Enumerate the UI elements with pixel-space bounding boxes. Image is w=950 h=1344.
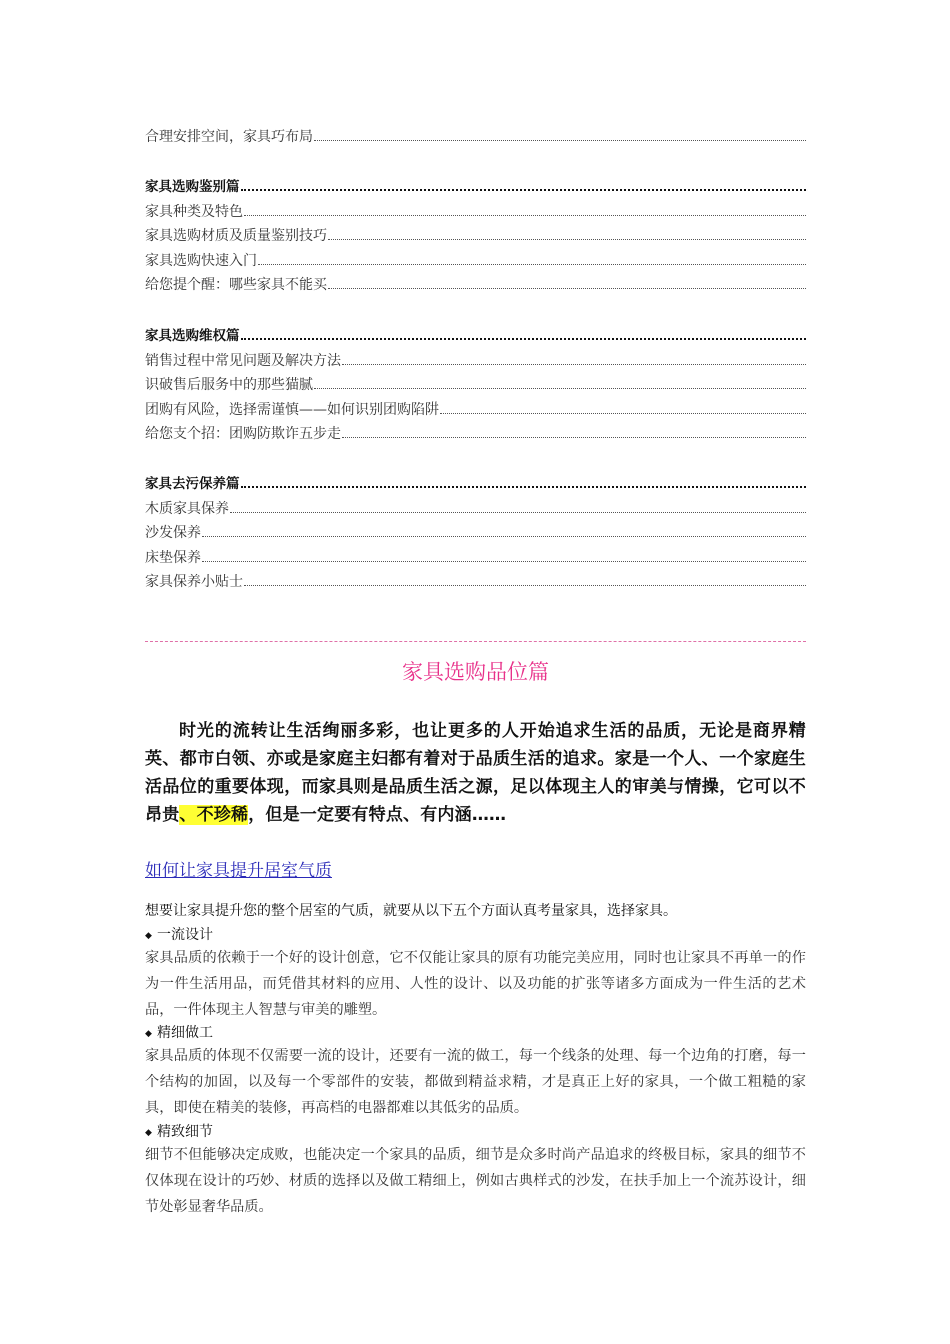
toc-group-care bbox=[145, 472, 806, 595]
toc-dot-leader bbox=[244, 585, 806, 586]
toc-heading-label: 家具选购维权篇 bbox=[145, 328, 240, 344]
toc-item-label: 给您支个招：团购防欺诈五步走 bbox=[145, 426, 341, 442]
toc-item-label: 团购有风险，选择需谨慎——如何识别团购陷阱 bbox=[145, 401, 439, 418]
toc-group-top bbox=[145, 125, 806, 150]
toc-heading-label: 家具去污保养篇 bbox=[145, 476, 240, 492]
toc-heading[interactable] bbox=[145, 472, 806, 497]
toc-dot-leader bbox=[342, 364, 806, 365]
toc-dot-leader bbox=[241, 486, 807, 488]
toc-item[interactable] bbox=[145, 546, 806, 571]
point-paragraph: 家具品质的体现不仅需要一流的设计，还要有一流的做工，每一个线条的处理、每一个边角的打磨，每一个结构的加固，以及每一个零部件的安装，都做到精益求精，才是真正上好的家具，一个做工粗糙的家具，即使在精美的装修，再高档的电器都难以其低劣的品质。 bbox=[145, 1048, 806, 1116]
toc-heading[interactable] bbox=[145, 175, 806, 200]
toc-item[interactable] bbox=[145, 200, 806, 225]
toc-item[interactable] bbox=[145, 521, 806, 546]
subheading-link[interactable]: 如何让家具提升居室气质 bbox=[145, 861, 332, 881]
toc-item-label: 家具种类及特色 bbox=[145, 203, 243, 220]
toc-item[interactable] bbox=[145, 249, 806, 274]
toc-dot-leader bbox=[328, 288, 806, 289]
toc-dot-leader bbox=[440, 413, 806, 414]
toc-group-identify bbox=[145, 175, 806, 298]
section-divider bbox=[145, 641, 806, 642]
toc-dot-leader bbox=[314, 388, 806, 389]
toc-item-label: 合理安排空间，家具巧布局 bbox=[145, 129, 313, 145]
lead-paragraph: 想要让家具提升您的整个居室的气质，就要从以下五个方面认真考量家具，选择家具。 bbox=[145, 903, 677, 919]
toc-dot-leader bbox=[314, 140, 806, 141]
toc-dot-leader bbox=[241, 338, 807, 340]
point-paragraph: 细节不但能够决定成败，也能决定一个家具的品质，细节是众多时尚产品追求的终极目标，家具的细节不仅体现在设计的巧妙、材质的选择以及做工精细上，例如古典样式的沙发，在扶手加上一个流苏设计，细节处彰显奢华品质。 bbox=[145, 1147, 806, 1215]
toc-item-label: 沙发保养 bbox=[145, 525, 201, 541]
toc-dot-leader bbox=[230, 512, 806, 513]
toc-item[interactable] bbox=[145, 224, 806, 249]
toc-item[interactable] bbox=[145, 422, 806, 447]
intro-paragraph bbox=[145, 717, 806, 829]
toc-item-label: 家具保养小贴士 bbox=[145, 574, 243, 590]
toc-item[interactable] bbox=[145, 373, 806, 398]
point-paragraph: 家具品质的依赖于一个好的设计创意，它不仅能让家具的原有功能完美应用，同时也让家具不再单一的作为一件生活用品，而凭借其材料的应用、人性的设计、以及功能的扩张等诸多方面成为一件生活的艺术品，一件体现主人智慧与审美的雕塑。 bbox=[145, 950, 806, 1018]
point-title-label: 精致细节 bbox=[157, 1124, 213, 1140]
toc-item[interactable] bbox=[145, 273, 806, 298]
toc-group-rights bbox=[145, 324, 806, 447]
toc-item[interactable] bbox=[145, 398, 806, 423]
toc-heading-label: 家具选购鉴别篇 bbox=[145, 179, 240, 195]
toc-item-label: 家具选购快速入门 bbox=[145, 252, 257, 269]
toc-item[interactable] bbox=[145, 349, 806, 374]
toc-dot-leader bbox=[241, 189, 807, 191]
toc-item[interactable] bbox=[145, 497, 806, 522]
point-title-label: 精细做工 bbox=[157, 1025, 213, 1041]
toc-dot-leader bbox=[258, 264, 806, 265]
diamond-bullet-icon: ◆ bbox=[145, 1029, 152, 1039]
toc-item[interactable] bbox=[145, 570, 806, 595]
intro-highlight: 、不珍稀 bbox=[179, 805, 249, 825]
diamond-bullet-icon: ◆ bbox=[145, 931, 152, 941]
toc-item-label: 床垫保养 bbox=[145, 549, 201, 566]
toc-item-label: 识破售后服务中的那些猫腻 bbox=[145, 377, 313, 393]
toc-item[interactable] bbox=[145, 125, 806, 150]
toc-dot-leader bbox=[244, 215, 806, 216]
toc-item-label: 木质家具保养 bbox=[145, 500, 229, 517]
point-title-label: 一流设计 bbox=[157, 927, 213, 943]
toc-dot-leader bbox=[202, 561, 806, 562]
diamond-bullet-icon: ◆ bbox=[145, 1128, 152, 1138]
toc-dot-leader bbox=[202, 536, 806, 537]
intro-text-end: ，但是一定要有特点、有内涵…… bbox=[248, 805, 507, 825]
toc-heading[interactable] bbox=[145, 324, 806, 349]
toc-dot-leader bbox=[342, 437, 806, 438]
toc-item-label: 销售过程中常见问题及解决方法 bbox=[145, 352, 341, 369]
section-title: 家具选购品位篇 bbox=[402, 660, 549, 684]
toc-item-label: 给您提个醒：哪些家具不能买 bbox=[145, 277, 327, 293]
toc-dot-leader bbox=[328, 239, 806, 240]
intro-text: 时光的流转让生活绚丽多彩，也让更多的人开始追求生活的品质，无论是商界精英、都市白领、亦或是家庭主妇都有着对于品质生活的追求。家是一个人、一个家庭生活品位的重要体现，而家具则是品质生活之源，足以体现主人的审美与情操，它可以不昂贵 bbox=[145, 721, 806, 825]
toc-item-label: 家具选购材质及质量鉴别技巧 bbox=[145, 228, 327, 244]
